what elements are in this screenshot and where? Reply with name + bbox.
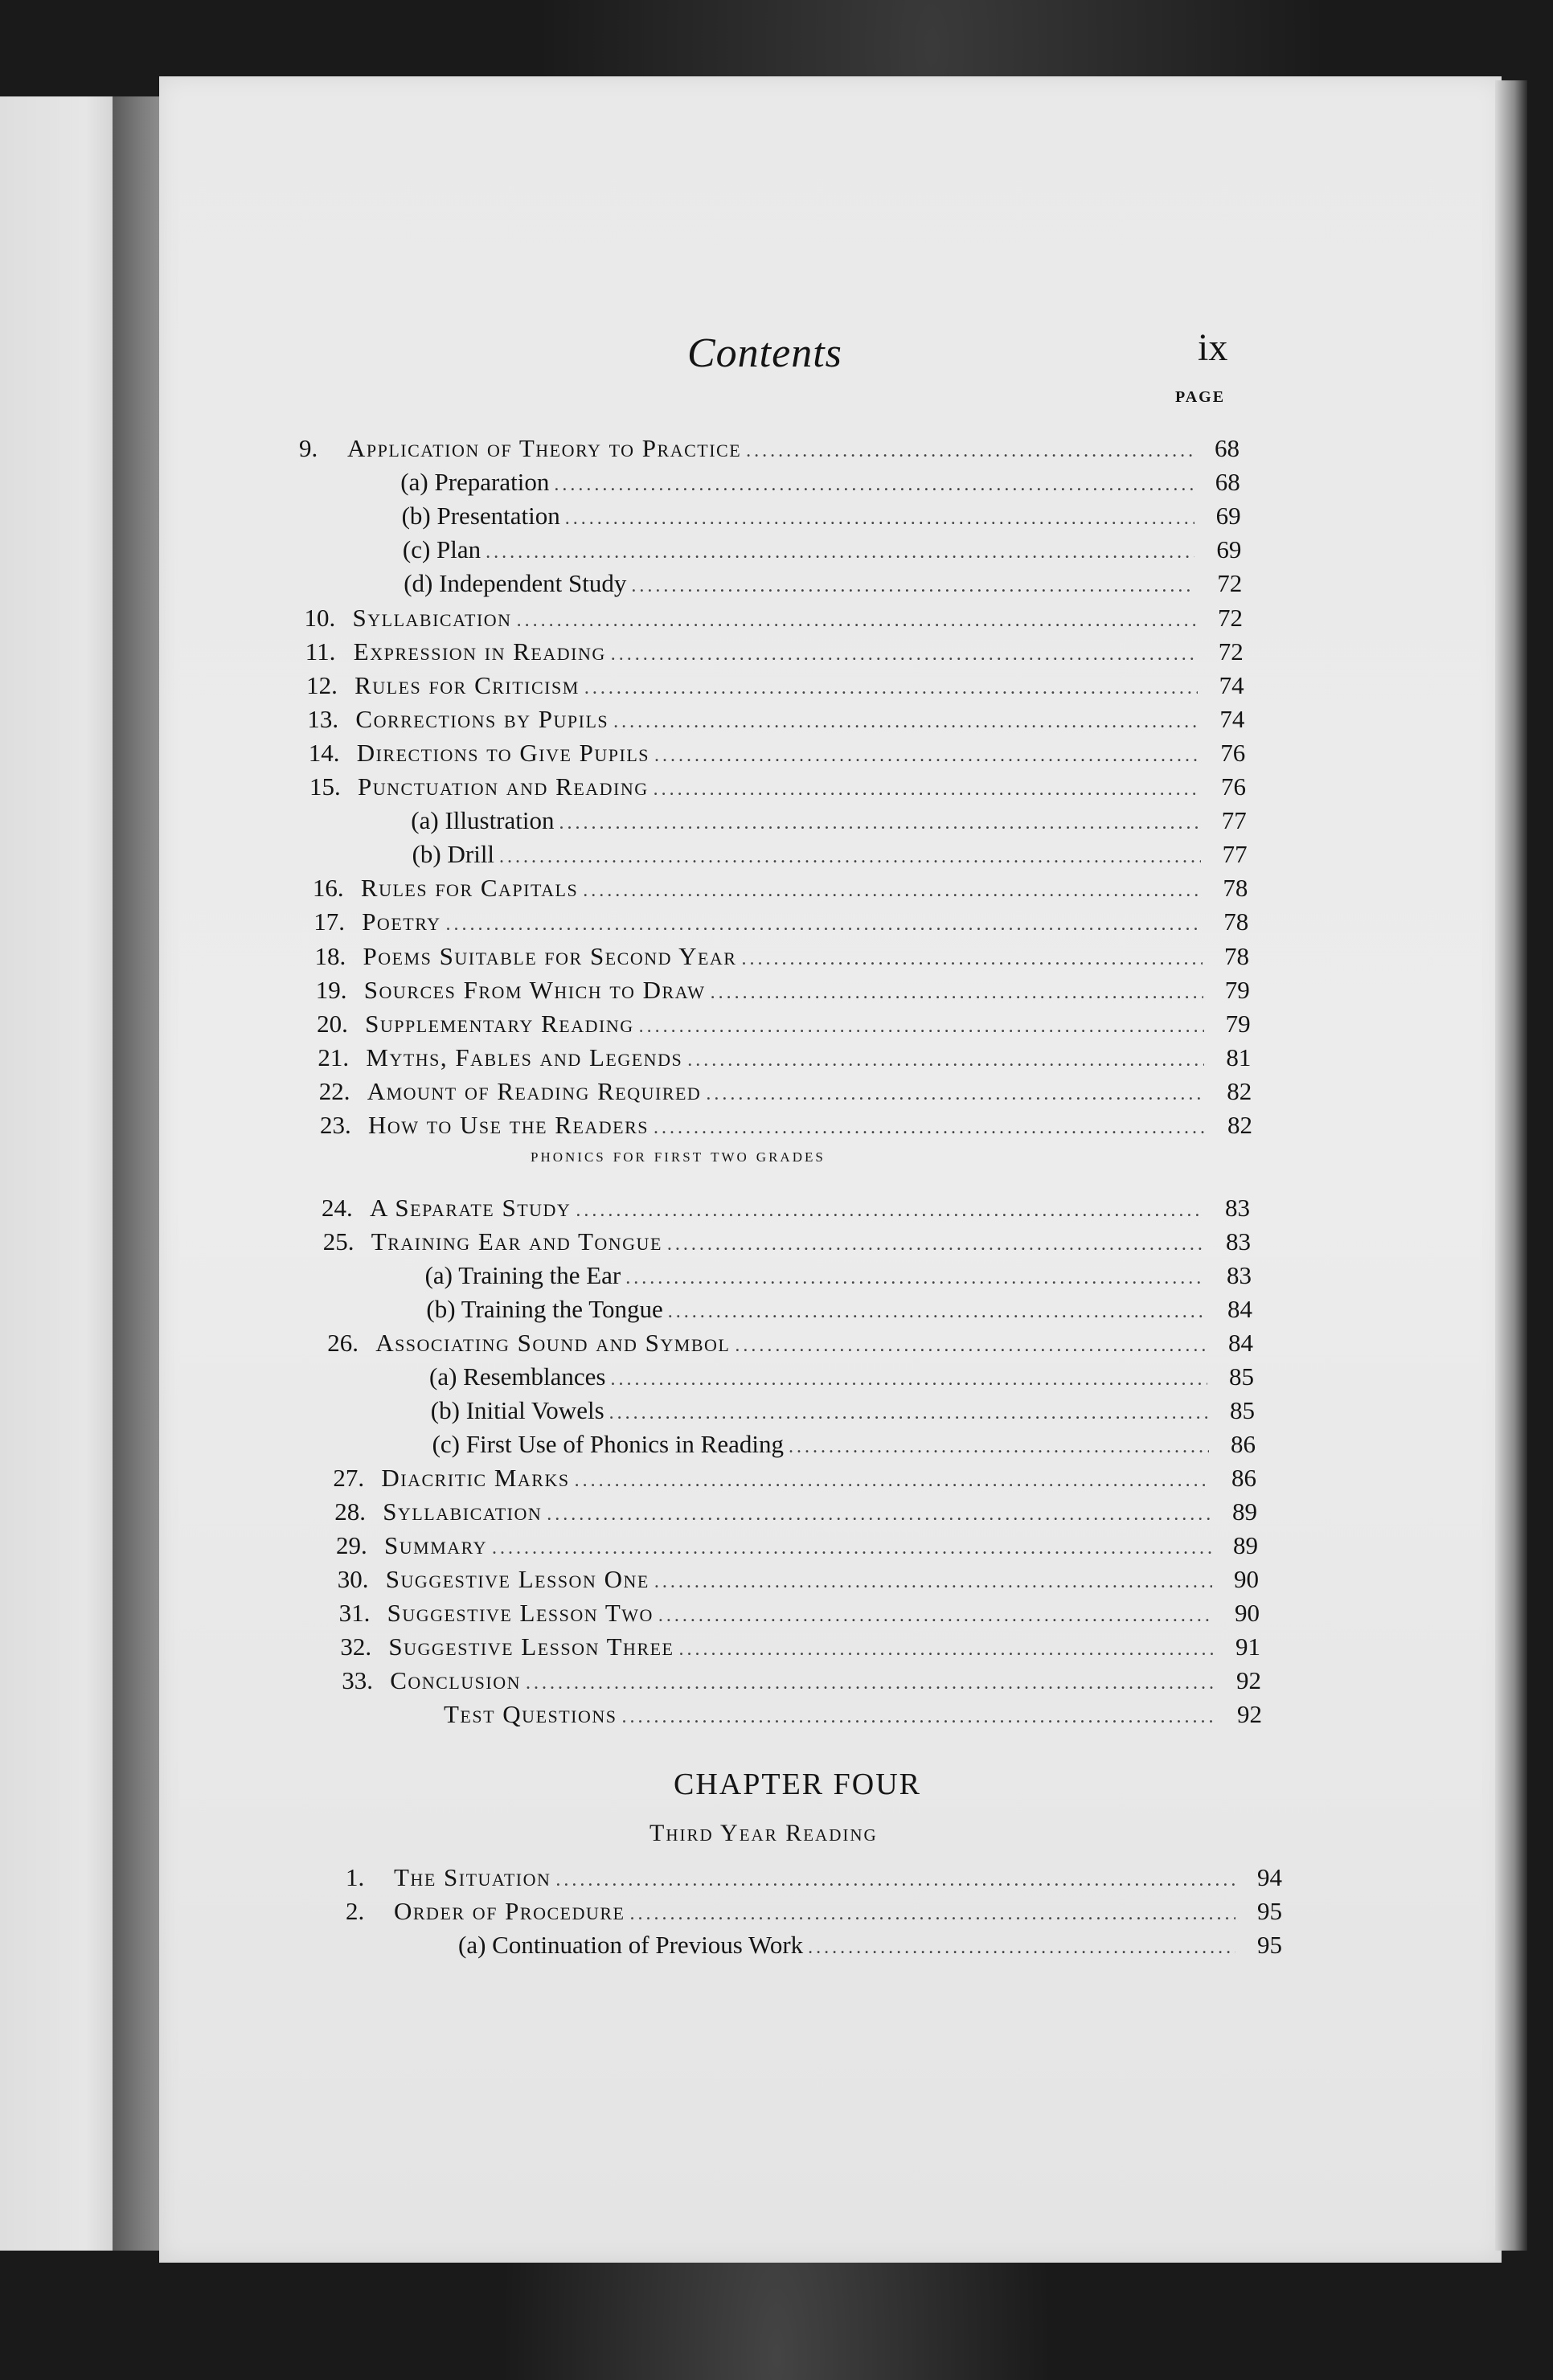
toc-entry: [300, 468, 1240, 500]
toc-entry: [301, 502, 1241, 534]
toc-entry-number: 17.: [313, 907, 345, 936]
dot-leader: [658, 1605, 1213, 1627]
toc-entry: [305, 604, 1244, 636]
dot-leader: [526, 1673, 1215, 1694]
dot-leader: [668, 1301, 1206, 1323]
toc-entry: [342, 1666, 1261, 1698]
toc-entry-title: (a) Continuation of Previous Work: [458, 1931, 804, 1959]
toc-entry: [305, 637, 1244, 670]
toc-entry-number: 31.: [338, 1599, 371, 1627]
toc-entry-title: Conclusion: [390, 1666, 521, 1694]
toc-entry-number: 16.: [312, 874, 344, 903]
dot-leader: [735, 1335, 1207, 1357]
dot-leader: [679, 1639, 1214, 1661]
toc-entry-number: 18.: [314, 941, 346, 970]
dot-leader: [622, 1706, 1215, 1728]
dot-leader: [554, 474, 1193, 496]
toc-entry: [326, 1295, 1252, 1327]
toc-entry: [346, 1897, 1282, 1929]
toc-entry: [303, 569, 1242, 601]
toc-entry: [333, 1464, 1256, 1496]
dot-leader: [687, 1050, 1204, 1071]
toc-entry-title: (a) Preparation: [400, 468, 550, 497]
toc-entry-page: 78: [1223, 874, 1248, 903]
toc-entry-title: Directions to Give Pupils: [356, 738, 650, 767]
dot-leader: [625, 1268, 1205, 1289]
toc-entry-page: 85: [1229, 1362, 1254, 1391]
toc-entry-title: (a) Training the Ear: [424, 1261, 621, 1289]
toc-entry-page: 77: [1222, 840, 1248, 869]
toc-entry: [306, 671, 1244, 703]
toc-entry-page: 68: [1215, 434, 1240, 462]
toc-entry: [316, 976, 1250, 1008]
toc-entry: [343, 1700, 1262, 1732]
toc-entry-number: 22.: [318, 1076, 350, 1105]
toc-entry-title: Punctuation and Reading: [358, 772, 649, 801]
toc-entry: [315, 942, 1250, 974]
toc-entry-title: Test Questions: [444, 1700, 617, 1728]
toc-entry-page: 90: [1233, 1565, 1259, 1593]
toc-entry-title: Associating Sound and Symbol: [375, 1329, 731, 1357]
toc-entry-number: 11.: [305, 637, 336, 666]
toc-entry-page: 86: [1231, 1464, 1256, 1492]
toc-entry: [332, 1430, 1256, 1462]
toc-entry-title: (b) Training the Tongue: [426, 1295, 663, 1323]
toc-entry-page: 69: [1216, 535, 1242, 564]
toc-entry-title: How to Use the Readers: [368, 1111, 649, 1139]
toc-entry-page: 81: [1226, 1043, 1252, 1071]
toc-entry-number: 33.: [342, 1666, 373, 1694]
dot-leader: [631, 576, 1195, 597]
toc-entry: [302, 535, 1242, 567]
toc-entry-title: Suggestive Lesson Two: [387, 1599, 654, 1627]
toc-entry-page: 92: [1237, 1700, 1262, 1728]
page-column-label: PAGE: [1175, 388, 1226, 406]
toc-entry-page: 84: [1227, 1295, 1252, 1323]
toc-entry: [330, 1396, 1255, 1428]
toc-entry-number: 21.: [318, 1043, 350, 1071]
toc-entry-page: 68: [1215, 468, 1240, 497]
toc-entry-page: 89: [1231, 1497, 1257, 1526]
toc-entry-title: Diacritic Marks: [381, 1464, 570, 1492]
dot-leader: [741, 948, 1203, 970]
running-head: Contents: [687, 330, 842, 376]
dot-leader: [711, 982, 1203, 1004]
toc-entry-number: 13.: [307, 704, 339, 733]
toc-entry: [346, 1863, 1282, 1895]
toc-entry: [334, 1497, 1257, 1530]
toc-entry-title: (c) Plan: [402, 535, 481, 564]
toc-entry: [319, 1077, 1252, 1109]
toc-entry-number: 15.: [309, 772, 341, 801]
toc-entry-page: 79: [1224, 975, 1250, 1004]
toc-entry-page: 82: [1227, 1111, 1252, 1139]
toc-entry-page: 90: [1234, 1599, 1260, 1627]
toc-entry-number: 24.: [322, 1194, 353, 1222]
dot-leader: [706, 1083, 1205, 1105]
dot-leader: [639, 1016, 1204, 1038]
toc-entry: [307, 705, 1244, 737]
toc-entry-number: 32.: [340, 1632, 372, 1661]
toc-entry-page: 95: [1257, 1897, 1282, 1925]
chapter-title: CHAPTER FOUR: [674, 1768, 921, 1801]
dot-leader: [667, 1234, 1204, 1256]
dot-leader: [654, 1571, 1212, 1593]
toc-entry-page: 94: [1257, 1863, 1282, 1891]
toc-entry-title: Myths, Fables and Legends: [366, 1043, 683, 1071]
toc-entry: [339, 1599, 1260, 1631]
toc-entry-page: 89: [1233, 1531, 1258, 1559]
toc-entry-title: Amount of Reading Required: [367, 1076, 702, 1105]
toc-entry: [336, 1531, 1258, 1563]
toc-entry-page: 69: [1215, 502, 1241, 530]
toc-entry-page: 76: [1220, 738, 1246, 767]
dot-leader: [446, 914, 1203, 936]
toc-entry-page: 78: [1224, 941, 1249, 970]
dot-leader: [575, 1470, 1210, 1492]
toc-entry-title: Suggestive Lesson One: [385, 1565, 649, 1593]
toc-entry-page: 72: [1217, 569, 1243, 598]
toc-entry-number: 30.: [337, 1565, 369, 1593]
toc-entry-number: 29.: [336, 1531, 367, 1559]
dot-leader: [584, 678, 1198, 699]
toc-entry-title: Syllabication: [352, 603, 512, 632]
dot-leader: [492, 1538, 1211, 1559]
toc-entry: [322, 1194, 1250, 1226]
toc-entry-title: Sources From Which to Draw: [363, 975, 706, 1004]
toc-entry-title: Application of Theory to Practice: [347, 434, 742, 462]
toc-entry-page: 83: [1225, 1227, 1251, 1256]
dot-leader: [654, 745, 1199, 767]
toc-entry-title: Corrections by Pupils: [355, 704, 609, 733]
toc-entry-number: 1.: [346, 1863, 365, 1891]
dot-leader: [789, 1436, 1209, 1458]
dot-leader: [547, 1504, 1211, 1526]
chapter-subtitle: Third Year Reading: [649, 1820, 878, 1846]
toc-entry-title: (b) Drill: [412, 840, 495, 869]
toc-entry: [309, 772, 1246, 805]
toc-entry: [320, 1111, 1252, 1143]
toc-entry-title: Supplementary Reading: [365, 1009, 634, 1038]
toc-entry-number: 14.: [308, 738, 340, 767]
toc-entry: [313, 907, 1248, 940]
dot-leader: [499, 846, 1201, 868]
dot-leader: [486, 542, 1194, 563]
toc-entry: [340, 1632, 1260, 1665]
toc-entry-number: 2.: [346, 1897, 365, 1925]
toc-entry: [317, 1010, 1251, 1042]
toc-entry-title: (d) Independent Study: [404, 569, 627, 598]
toc-entry-title: Poems Suitable for Second Year: [363, 941, 737, 970]
toc-entry: [313, 874, 1248, 906]
toc-entry-page: 92: [1235, 1666, 1261, 1694]
toc-entry-title: Rules for Capitals: [360, 874, 579, 903]
toc-entry: [299, 434, 1240, 466]
dot-leader: [746, 440, 1193, 462]
toc-entry-title: Poetry: [362, 907, 441, 936]
toc-entry-page: 84: [1227, 1329, 1253, 1357]
toc-entry-page: 85: [1229, 1396, 1255, 1424]
dot-leader: [808, 1937, 1235, 1959]
dot-leader: [583, 880, 1201, 902]
toc-entry-page: 78: [1223, 907, 1249, 936]
toc-entry-page: 95: [1257, 1931, 1282, 1959]
toc-entry-title: Summary: [384, 1531, 487, 1559]
toc-entry-number: 23.: [320, 1111, 351, 1139]
toc-entry-page: 77: [1221, 806, 1247, 835]
toc-entry-number: 26.: [327, 1329, 359, 1357]
toc-entry: [312, 840, 1248, 872]
toc-entry-page: 86: [1230, 1430, 1256, 1458]
toc-entry-title: (a) Illustration: [411, 806, 555, 835]
dot-leader: [630, 1903, 1236, 1925]
toc-entry-page: 83: [1225, 1194, 1250, 1222]
toc-entry-page: 76: [1221, 772, 1246, 801]
dot-leader: [559, 813, 1200, 834]
dot-leader: [610, 1369, 1207, 1391]
toc-entry: [323, 1227, 1251, 1260]
toc-entry-page: 72: [1218, 637, 1244, 666]
toc-entry: [329, 1362, 1254, 1395]
toc-entry: [338, 1565, 1259, 1597]
toc-entry-title: Order of Procedure: [394, 1897, 625, 1925]
toc-entry: [309, 739, 1246, 771]
toc-entry-title: (b) Presentation: [401, 502, 560, 530]
dot-leader: [609, 1403, 1208, 1424]
toc-entry-page: 74: [1219, 670, 1244, 699]
toc-entry: [346, 1931, 1282, 1963]
toc-entry: [327, 1329, 1253, 1361]
toc-entry-title: Rules for Criticism: [354, 670, 580, 699]
page-number: ix: [1198, 326, 1228, 369]
dot-leader: [654, 1117, 1206, 1139]
dot-leader: [517, 610, 1196, 632]
toc-entry-page: 82: [1227, 1076, 1252, 1105]
toc-entry-number: 9.: [299, 434, 318, 462]
toc-entry-page: 72: [1218, 603, 1243, 632]
toc-entry-number: 28.: [334, 1497, 366, 1526]
toc-entry-title: (b) Initial Vowels: [430, 1396, 604, 1424]
toc-entry-title: (a) Resemblances: [429, 1362, 606, 1391]
dot-leader: [611, 644, 1197, 666]
dot-leader: [565, 508, 1194, 530]
toc-entry: [310, 806, 1247, 838]
toc-entry-number: 12.: [306, 670, 338, 699]
dot-leader: [576, 1200, 1203, 1222]
dot-leader: [654, 779, 1199, 801]
toc-entry: [318, 1043, 1251, 1075]
toc-entry-page: 91: [1235, 1632, 1260, 1661]
toc-entry-page: 79: [1225, 1009, 1251, 1038]
dot-leader: [613, 711, 1198, 733]
toc-entry-number: 25.: [322, 1227, 354, 1256]
toc-entry-number: 20.: [317, 1009, 348, 1038]
toc-entry-number: 10.: [304, 603, 336, 632]
toc-entry-title: Suggestive Lesson Three: [388, 1632, 674, 1661]
toc-entry-title: A Separate Study: [370, 1194, 572, 1222]
toc-entry-number: 19.: [315, 975, 347, 1004]
toc-entry-title: (c) First Use of Phonics in Reading: [432, 1430, 784, 1458]
toc-entry-title: Training Ear and Tongue: [371, 1227, 662, 1256]
toc-entry-page: 74: [1219, 704, 1245, 733]
toc-entry-title: Expression in Reading: [353, 637, 606, 666]
toc-entry-title: The Situation: [394, 1863, 551, 1891]
toc-entry: [325, 1261, 1252, 1293]
toc-entry-title: Syllabication: [383, 1497, 543, 1526]
toc-entry-page: 83: [1226, 1261, 1252, 1289]
toc-entry-number: 27.: [333, 1464, 365, 1492]
dot-leader: [555, 1870, 1235, 1891]
section-heading: phonics for first two grades: [531, 1145, 826, 1166]
